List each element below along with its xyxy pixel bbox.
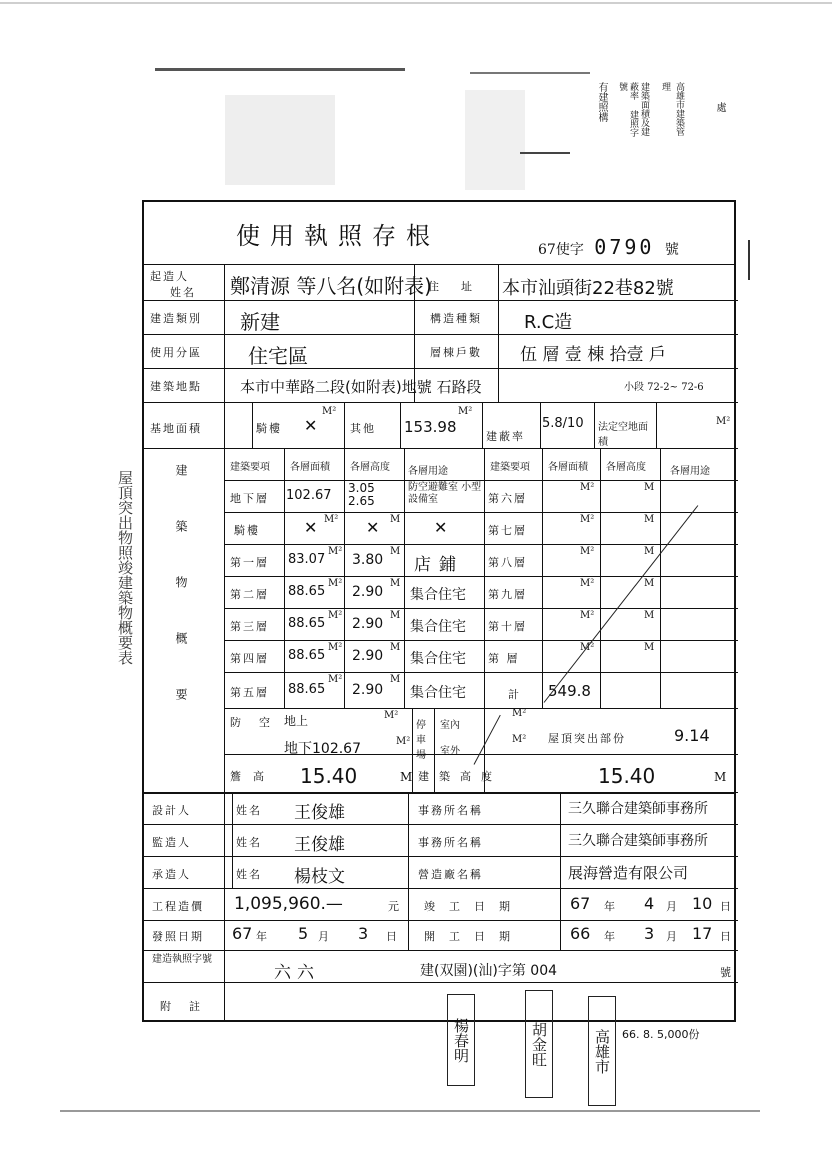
- permit-form: [142, 200, 736, 1022]
- floor-name: 第一層: [230, 556, 269, 569]
- col-line: [656, 402, 657, 448]
- floor-area-header: 各層面積: [290, 462, 330, 473]
- other-label: 其他: [350, 422, 376, 435]
- start-date-label: 開工日期: [424, 930, 524, 943]
- remarks-label: 附註: [160, 1000, 218, 1013]
- address-label: 住址: [428, 280, 494, 293]
- supervisor-office: 三久聯合建築師事務所: [568, 833, 708, 849]
- day-label: 日: [720, 900, 733, 913]
- designer-label: 設計人: [152, 804, 191, 817]
- approval-seal-3: 高雄市: [588, 996, 616, 1106]
- floor-use: 集合住宅: [410, 619, 466, 635]
- unit-m: M: [714, 770, 727, 784]
- col-line: [400, 402, 401, 448]
- name-label: 姓名: [236, 868, 262, 881]
- designer-name: 王俊雄: [294, 803, 345, 823]
- use-zone-label: 使用分區: [150, 346, 202, 359]
- floor-name: 第九層: [488, 588, 527, 601]
- roof-projection-label: 屋頂突出部份: [548, 732, 626, 745]
- floor-name: 第八層: [488, 556, 527, 569]
- col-line: [284, 448, 285, 708]
- scan-noise-block: [465, 90, 525, 190]
- floor-use: ✕: [434, 518, 448, 537]
- grid-row-line: [224, 576, 738, 577]
- start-day: 17: [692, 924, 713, 943]
- unit-m2: M²: [580, 578, 595, 589]
- unit-m2: M²: [328, 546, 343, 557]
- unit-m: M: [644, 482, 655, 493]
- floor-name: 第四層: [230, 652, 269, 665]
- left-margin-note: 屋頂突出物照竣建築物概要表: [116, 470, 134, 665]
- eave-height-value: 15.40: [300, 764, 358, 788]
- floor-area-header-r: 各層面積: [548, 462, 588, 473]
- completion-day: 10: [692, 894, 713, 913]
- col-line: [560, 792, 561, 950]
- roof-projection-value: 9.14: [674, 726, 710, 745]
- structure-label: 構造種類: [430, 312, 482, 325]
- unit-m2: M²: [328, 578, 343, 589]
- contractor-firm: 展海營造有限公司: [568, 864, 689, 882]
- name-label: 姓名: [236, 836, 262, 849]
- row-line: [144, 856, 738, 857]
- col-line: [252, 402, 253, 448]
- permit-no-label: 建造執照字號: [152, 954, 212, 965]
- floor-height: 2.90: [352, 616, 384, 632]
- unit-m2: M²: [580, 610, 595, 621]
- right-margin-mark: [748, 240, 764, 280]
- contractor-name: 楊枝文: [294, 867, 345, 887]
- col-line: [344, 448, 345, 708]
- builder-name-value: 鄭清源 等八名(如附表): [230, 274, 432, 298]
- unit-m2: M²: [716, 416, 731, 427]
- civil-defense-below: 地下102.67: [284, 741, 361, 757]
- approval-seal-1: 楊春明: [447, 994, 475, 1086]
- yuan-label: 元: [388, 900, 401, 913]
- coverage-label: 建蔽率: [486, 430, 525, 443]
- floor-name: 第二層: [230, 588, 269, 601]
- floor-use-header-r: 各層用途: [670, 466, 710, 477]
- site-location-label: 建築地點: [150, 380, 202, 393]
- grid-row-line: [224, 608, 738, 609]
- floors-units-label: 層棟戶數: [430, 346, 482, 359]
- permit-no-detail: 建(双園)(汕)字第 004: [420, 963, 558, 979]
- name-label: 姓名: [236, 804, 262, 817]
- form-header: [144, 202, 734, 265]
- floor-name: 第七層: [488, 524, 527, 537]
- floor-use: 防空避難室 小型設備室: [408, 482, 482, 505]
- unit-m: M: [644, 546, 655, 557]
- grid-row-line: [224, 672, 738, 673]
- row-line: [144, 950, 738, 951]
- issue-year: 67: [232, 924, 253, 943]
- unit-m: M: [644, 578, 655, 589]
- completion-year: 67: [570, 894, 591, 913]
- floor-height: ✕: [366, 518, 380, 537]
- year-label: 年: [604, 900, 617, 913]
- site-area-label: 基地面積: [150, 422, 202, 435]
- building-summary-label: 建築物概要: [174, 464, 188, 744]
- row-line: [144, 982, 738, 983]
- unit-m2: M²: [580, 482, 595, 493]
- office-name-label: 事務所名稱: [418, 836, 483, 849]
- floor-name: 第十層: [488, 620, 527, 633]
- floor-area: 88.65: [288, 648, 326, 663]
- start-year: 66: [570, 924, 591, 943]
- total-label: 計: [508, 688, 521, 701]
- unit-m: M: [390, 642, 401, 653]
- col-line: [540, 402, 541, 448]
- unit-m: M: [400, 770, 413, 784]
- floor-height-header: 各層高度: [350, 462, 390, 473]
- floor-use: 集合住宅: [410, 587, 466, 603]
- legal-open-space-label: 法定空地面積: [598, 422, 648, 448]
- floor-area: 102.67: [286, 488, 332, 503]
- month-label: 月: [666, 900, 679, 913]
- side-stamp-col3: 高雄市建築管理: [660, 82, 684, 136]
- unit-m2: M²: [512, 734, 527, 745]
- completion-month: 4: [644, 894, 655, 913]
- eave-height-label: 簷高: [230, 770, 276, 783]
- floor-height: 2.90: [352, 584, 384, 600]
- floor-use-header: 各層用途: [408, 466, 448, 477]
- permit-no-suffix: 號: [720, 966, 733, 979]
- summary-divider: [224, 448, 225, 792]
- grid-row-line: [224, 512, 738, 513]
- permit-no-value: 六六: [274, 963, 320, 983]
- day-label: 日: [386, 930, 399, 943]
- parking-label: 停車場: [416, 720, 426, 761]
- side-stamp: [592, 82, 736, 144]
- firm-name-label: 營造廠名稱: [418, 868, 483, 881]
- day-label: 日: [720, 930, 733, 943]
- row-line: [144, 300, 738, 301]
- scan-noise-line: [470, 72, 590, 74]
- unit-m: M: [390, 610, 401, 621]
- total-area-value: 549.8: [548, 682, 591, 700]
- unit-m: M: [390, 514, 401, 525]
- row-line: [144, 402, 738, 403]
- issue-date-label: 發照日期: [152, 930, 204, 943]
- col-line: [498, 264, 499, 402]
- floor-height: 3.05 2.65: [348, 481, 375, 508]
- address-value: 本市汕頭街22巷82號: [502, 278, 674, 299]
- strike-line: [544, 505, 699, 703]
- floor-use: 集合住宅: [410, 685, 466, 701]
- unit-m: M: [390, 546, 401, 557]
- structure-value: R.C造: [524, 312, 573, 333]
- grid-row-line: [224, 708, 738, 709]
- location-value: 本市中華路二段(如附表)地號 石路段: [240, 378, 482, 396]
- scan-noise-top: [0, 2, 832, 4]
- permit-number: 0790: [594, 235, 655, 259]
- cost-value: 1,095,960.—: [234, 894, 343, 914]
- unit-m2: M²: [328, 674, 343, 685]
- form-title: 使用執照存根: [236, 222, 440, 250]
- side-stamp-col1: 有建照構: [596, 82, 607, 122]
- unit-m2: M²: [458, 406, 473, 417]
- floor-name: 第三層: [230, 620, 269, 633]
- coverage-value: 5.8/10: [542, 416, 584, 431]
- small-parcel-value: 小段 72-2~ 72-6: [624, 382, 704, 393]
- floor-name: 騎樓: [234, 524, 260, 537]
- floor-name: 地下層: [230, 492, 269, 505]
- col-line: [600, 448, 601, 708]
- unit-m: M: [644, 610, 655, 621]
- floor-item-header: 建築要項: [230, 462, 270, 473]
- outdoor-label: 室外: [440, 746, 460, 757]
- floor-use: 店鋪: [414, 555, 464, 575]
- col-line: [482, 402, 483, 448]
- unit-m2: M²: [328, 642, 343, 653]
- month-label: 月: [318, 930, 331, 943]
- building-height-label: 建築高度: [418, 770, 502, 783]
- contractor-label: 承造人: [152, 868, 191, 881]
- col-line: [344, 402, 345, 448]
- grid-row-line: [224, 480, 738, 481]
- floor-item-header-r: 建築要項: [490, 462, 530, 473]
- unit-m2: M²: [580, 514, 595, 525]
- floor-area: 88.65: [288, 682, 326, 697]
- row-line: [144, 448, 738, 449]
- build-type-value: 新建: [240, 310, 280, 334]
- unit-m: M: [390, 578, 401, 589]
- floors-value: 伍 層 壹 棟 拾壹 戶: [520, 345, 667, 365]
- floor-height: 2.90: [352, 648, 384, 664]
- approval-seal-2: 胡金旺: [525, 990, 553, 1098]
- arcade-label: 騎樓: [256, 422, 282, 435]
- floor-area: 88.65: [288, 616, 326, 631]
- zone-value: 住宅區: [248, 344, 308, 368]
- unit-m2: M²: [512, 708, 527, 719]
- grid-row-line: [224, 640, 738, 641]
- col-line: [594, 402, 595, 448]
- builder-label: 起造人: [150, 270, 189, 283]
- floor-name: 第五層: [230, 686, 269, 699]
- name-label: 姓名: [170, 286, 196, 299]
- permit-suffix: 號: [664, 242, 679, 258]
- scan-noise-block: [225, 95, 335, 185]
- col-line: [224, 792, 225, 1022]
- floor-height-header-r: 各層高度: [606, 462, 646, 473]
- floor-name: 第六層: [488, 492, 527, 505]
- col-line: [232, 792, 233, 888]
- designer-office: 三久聯合建築師事務所: [568, 801, 708, 817]
- supervisor-name: 王俊雄: [294, 835, 345, 855]
- floor-name: 第 層: [488, 652, 520, 665]
- month-label: 月: [666, 930, 679, 943]
- issue-month: 5: [298, 924, 309, 943]
- building-height-value: 15.40: [598, 764, 656, 788]
- permit-prefix: 67使字: [538, 242, 584, 258]
- build-type-label: 建造類別: [150, 312, 202, 325]
- floor-area: 83.07: [288, 552, 326, 567]
- unit-m2: M²: [384, 710, 399, 721]
- unit-m: M: [644, 514, 655, 525]
- col-line: [404, 448, 405, 708]
- floor-area: ✕: [304, 518, 318, 537]
- scan-noise-bottom: [60, 1110, 760, 1112]
- strike-line: [474, 715, 501, 765]
- print-note: 66. 8. 5,000份: [622, 1028, 700, 1041]
- unit-m2: M²: [322, 406, 337, 417]
- office-name-label: 事務所名稱: [418, 804, 483, 817]
- row-line: [144, 334, 738, 335]
- scan-noise-line: [155, 68, 405, 71]
- floor-height: 3.80: [352, 552, 384, 568]
- floor-use: 集合住宅: [410, 651, 466, 667]
- permit-number-area: [538, 235, 679, 259]
- construction-cost-label: 工程造價: [152, 900, 204, 913]
- start-month: 3: [644, 924, 655, 943]
- floor-height: 2.90: [352, 682, 384, 698]
- unit-m2: M²: [328, 610, 343, 621]
- unit-m: M: [390, 674, 401, 685]
- civil-defense-label: 防空: [230, 716, 288, 729]
- row-line: [144, 920, 738, 921]
- row-line: [144, 368, 738, 369]
- col-line: [660, 448, 661, 708]
- year-label: 年: [604, 930, 617, 943]
- floor-area: 88.65: [288, 584, 326, 599]
- supervisor-label: 監造人: [152, 836, 191, 849]
- unit-m2: M²: [580, 546, 595, 557]
- unit-m2: M²: [396, 736, 411, 747]
- indoor-label: 室內: [440, 720, 460, 731]
- issue-day: 3: [358, 924, 369, 943]
- side-stamp-col4: 處: [714, 102, 725, 112]
- year-label: 年: [256, 930, 269, 943]
- row-line: [144, 824, 738, 825]
- grid-row-line: [224, 544, 738, 545]
- arcade-value: ✕: [304, 416, 318, 435]
- unit-m: M: [644, 642, 655, 653]
- civil-defense-above: 地上: [284, 714, 309, 728]
- unit-m2: M²: [580, 642, 595, 653]
- col-line: [224, 264, 225, 448]
- row-line: [144, 888, 738, 889]
- scan-noise-line: [520, 152, 570, 154]
- completion-date-label: 竣工日期: [424, 900, 524, 913]
- col-line: [542, 448, 543, 708]
- side-stamp-col2: 建築面積及建蔽率 建照字號: [617, 82, 649, 137]
- other-area-value: 153.98: [404, 418, 457, 436]
- col-line: [408, 792, 409, 950]
- unit-m2: M²: [324, 514, 339, 525]
